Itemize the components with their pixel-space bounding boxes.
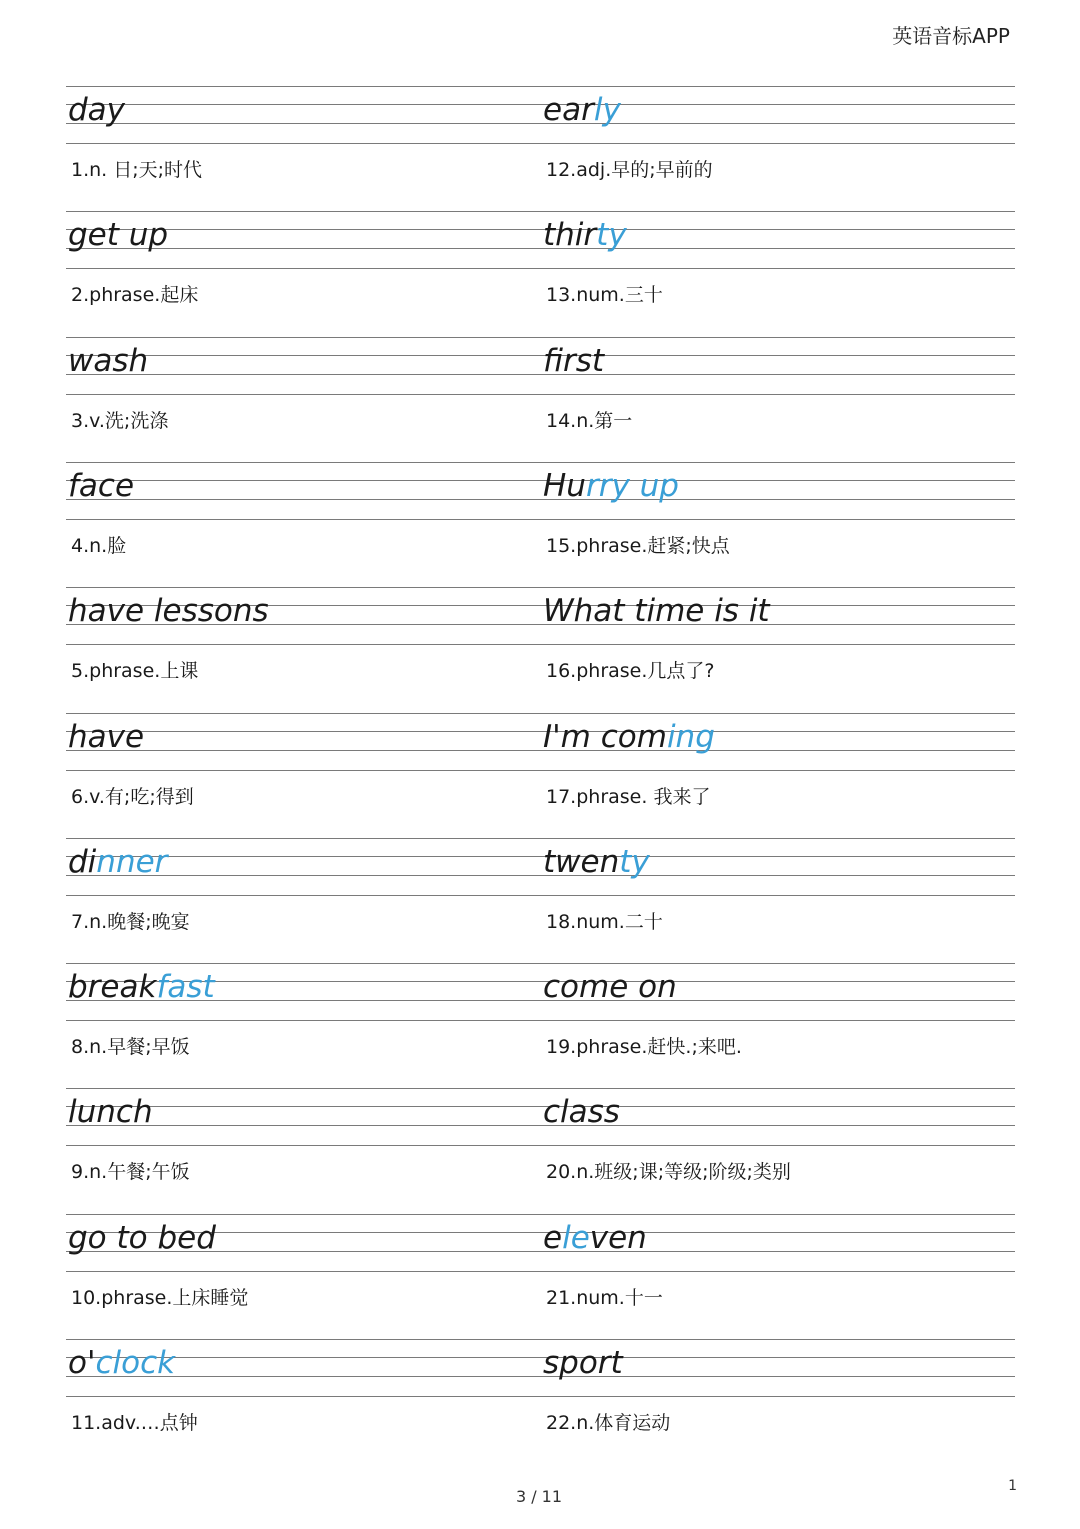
guide-line bbox=[66, 1396, 1015, 1397]
guide-line bbox=[66, 355, 1015, 356]
vocab-meaning: 6.v.有;吃;得到 bbox=[71, 785, 194, 808]
word-part: go to bed bbox=[68, 1219, 216, 1256]
vocab-row bbox=[0, 86, 1080, 211]
guide-line bbox=[66, 480, 1015, 481]
guide-line bbox=[66, 143, 1015, 144]
guide-line bbox=[66, 86, 1015, 87]
guide-line bbox=[66, 462, 1015, 463]
guide-line bbox=[66, 211, 1015, 212]
vocab-meaning: 15.phrase.赶紧;快点 bbox=[546, 534, 730, 557]
vocab-word bbox=[543, 1092, 620, 1132]
guide-line bbox=[66, 104, 1015, 105]
guide-line bbox=[66, 519, 1015, 520]
guide-line bbox=[66, 248, 1015, 249]
word-part: twen bbox=[543, 843, 620, 880]
vocab-meaning: 18.num.二十 bbox=[546, 910, 663, 933]
word-part: What time is it bbox=[543, 593, 770, 630]
vocab-word bbox=[543, 215, 627, 255]
handwriting-guide-lines bbox=[66, 211, 1015, 269]
vocab-meaning: 3.v.洗;洗涤 bbox=[71, 409, 169, 432]
guide-line bbox=[66, 963, 1015, 964]
vocab-word bbox=[543, 466, 679, 506]
vocab-word bbox=[543, 842, 650, 882]
word-highlight-part: ing bbox=[666, 718, 715, 755]
vocab-row bbox=[0, 1088, 1080, 1213]
vocab-meaning: 4.n.脸 bbox=[71, 534, 127, 557]
word-highlight-part: clock bbox=[95, 1345, 176, 1381]
guide-line bbox=[66, 394, 1015, 395]
vocab-meaning: 13.num.三十 bbox=[546, 284, 663, 307]
vocab-meaning: 8.n.早餐;早饭 bbox=[71, 1036, 190, 1059]
vocab-meaning: 12.adj.早的;早前的 bbox=[546, 159, 713, 181]
guide-line bbox=[66, 1376, 1015, 1377]
word-highlight-part: fast bbox=[156, 969, 215, 1006]
vocab-meaning: 20.n.班级;课;等级;阶级;类别 bbox=[546, 1161, 791, 1184]
guide-line bbox=[66, 1357, 1015, 1358]
handwriting-guide-lines bbox=[66, 713, 1015, 771]
handwriting-guide-lines bbox=[66, 462, 1015, 520]
vocab-row bbox=[0, 337, 1080, 462]
word-highlight-part: ty bbox=[619, 843, 650, 880]
vocab-word bbox=[68, 591, 269, 631]
vocab-word bbox=[68, 215, 168, 255]
vocab-word bbox=[68, 1092, 153, 1132]
vocab-meaning: 10.phrase.上床睡觉 bbox=[71, 1286, 249, 1309]
vocab-row bbox=[0, 713, 1080, 838]
word-part: thir bbox=[543, 217, 597, 254]
guide-line bbox=[66, 644, 1015, 645]
word-part: di bbox=[68, 843, 97, 880]
guide-line bbox=[66, 1214, 1015, 1215]
guide-line bbox=[66, 750, 1015, 751]
word-part: I'm com bbox=[543, 718, 667, 755]
vocab-row bbox=[0, 587, 1080, 712]
vocab-word bbox=[68, 1343, 175, 1383]
word-part: break bbox=[68, 969, 157, 1006]
guide-line bbox=[66, 1271, 1015, 1272]
guide-line bbox=[66, 1145, 1015, 1146]
vocab-meaning: 2.phrase.起床 bbox=[71, 284, 199, 307]
guide-line bbox=[66, 268, 1015, 269]
vocab-word bbox=[68, 1218, 216, 1258]
vocab-meaning: 17.phrase. 我来了 bbox=[546, 785, 711, 808]
guide-line bbox=[66, 895, 1015, 896]
vocab-word bbox=[68, 717, 144, 757]
vocab-word bbox=[543, 90, 621, 130]
vocab-word bbox=[543, 591, 770, 631]
guide-line bbox=[66, 875, 1015, 876]
vocab-word bbox=[68, 90, 125, 130]
word-part: get up bbox=[68, 217, 169, 254]
vocab-word bbox=[543, 967, 677, 1007]
vocab-word bbox=[68, 842, 167, 882]
corner-page-mark: 1 bbox=[1008, 1478, 1017, 1494]
vocab-word bbox=[543, 717, 715, 757]
word-part: class bbox=[543, 1094, 620, 1131]
guide-line bbox=[66, 1125, 1015, 1126]
guide-line bbox=[66, 374, 1015, 375]
word-part: have bbox=[68, 718, 145, 755]
page-number: 3 / 11 bbox=[515, 1487, 563, 1506]
header-brand: 英语音标APP bbox=[892, 24, 1010, 48]
word-part: e bbox=[543, 1219, 563, 1256]
guide-line bbox=[66, 1088, 1015, 1089]
vocab-meaning: 11.adv.…点钟 bbox=[71, 1412, 198, 1434]
word-highlight-part: le bbox=[562, 1219, 590, 1256]
vocab-row bbox=[0, 1214, 1080, 1339]
word-highlight-part: nner bbox=[96, 843, 168, 880]
guide-line bbox=[66, 587, 1015, 588]
guide-line bbox=[66, 499, 1015, 500]
vocab-word bbox=[543, 341, 604, 381]
word-part: Hu bbox=[543, 467, 586, 504]
guide-line bbox=[66, 731, 1015, 732]
word-part: day bbox=[68, 92, 126, 128]
vocab-row bbox=[0, 963, 1080, 1088]
vocab-meaning: 22.n.体育运动 bbox=[546, 1412, 671, 1434]
handwriting-guide-lines bbox=[66, 1339, 1015, 1397]
handwriting-guide-lines bbox=[66, 337, 1015, 395]
guide-line bbox=[66, 1339, 1015, 1340]
vocab-row bbox=[0, 462, 1080, 587]
guide-line bbox=[66, 1106, 1015, 1107]
vocab-meaning: 19.phrase.赶快.;来吧. bbox=[546, 1036, 742, 1059]
guide-line bbox=[66, 1020, 1015, 1021]
word-part: come on bbox=[543, 969, 677, 1006]
vocab-meaning: 5.phrase.上课 bbox=[71, 660, 199, 683]
guide-line bbox=[66, 713, 1015, 714]
vocab-word bbox=[543, 1343, 623, 1383]
word-highlight-part: ty bbox=[596, 217, 627, 254]
guide-line bbox=[66, 337, 1015, 338]
vocab-meaning: 9.n.午餐;午饭 bbox=[71, 1161, 190, 1184]
vocab-meaning: 14.n.第一 bbox=[546, 409, 633, 432]
vocab-meaning: 16.phrase.几点了? bbox=[546, 660, 715, 683]
guide-line bbox=[66, 123, 1015, 124]
word-part: face bbox=[68, 467, 135, 504]
vocab-row bbox=[0, 838, 1080, 963]
guide-line bbox=[66, 838, 1015, 839]
vocab-meaning: 1.n. 日;天;时代 bbox=[71, 159, 203, 181]
word-highlight-part: rry up bbox=[585, 467, 679, 504]
handwriting-guide-lines bbox=[66, 86, 1015, 144]
vocab-meaning: 7.n.晚餐;晚宴 bbox=[71, 910, 190, 933]
vocab-word bbox=[68, 466, 134, 506]
guide-line bbox=[66, 229, 1015, 230]
vocab-word bbox=[543, 1218, 647, 1258]
handwriting-guide-lines bbox=[66, 1088, 1015, 1146]
guide-line bbox=[66, 770, 1015, 771]
vocab-word bbox=[68, 341, 148, 381]
word-part: sport bbox=[543, 1345, 623, 1381]
word-highlight-part: ly bbox=[593, 92, 621, 128]
guide-line bbox=[66, 856, 1015, 857]
word-part: wash bbox=[68, 342, 149, 379]
vocab-row bbox=[0, 211, 1080, 336]
vocab-word bbox=[68, 967, 215, 1007]
word-part: first bbox=[543, 342, 605, 379]
word-part: o' bbox=[68, 1345, 96, 1381]
vocab-row bbox=[0, 1339, 1080, 1464]
word-part: lunch bbox=[68, 1094, 153, 1131]
handwriting-guide-lines bbox=[66, 838, 1015, 896]
vocab-meaning: 21.num.十一 bbox=[546, 1286, 663, 1309]
word-part: ven bbox=[589, 1219, 647, 1256]
word-part: have lessons bbox=[68, 593, 269, 630]
word-part: ear bbox=[543, 92, 594, 128]
